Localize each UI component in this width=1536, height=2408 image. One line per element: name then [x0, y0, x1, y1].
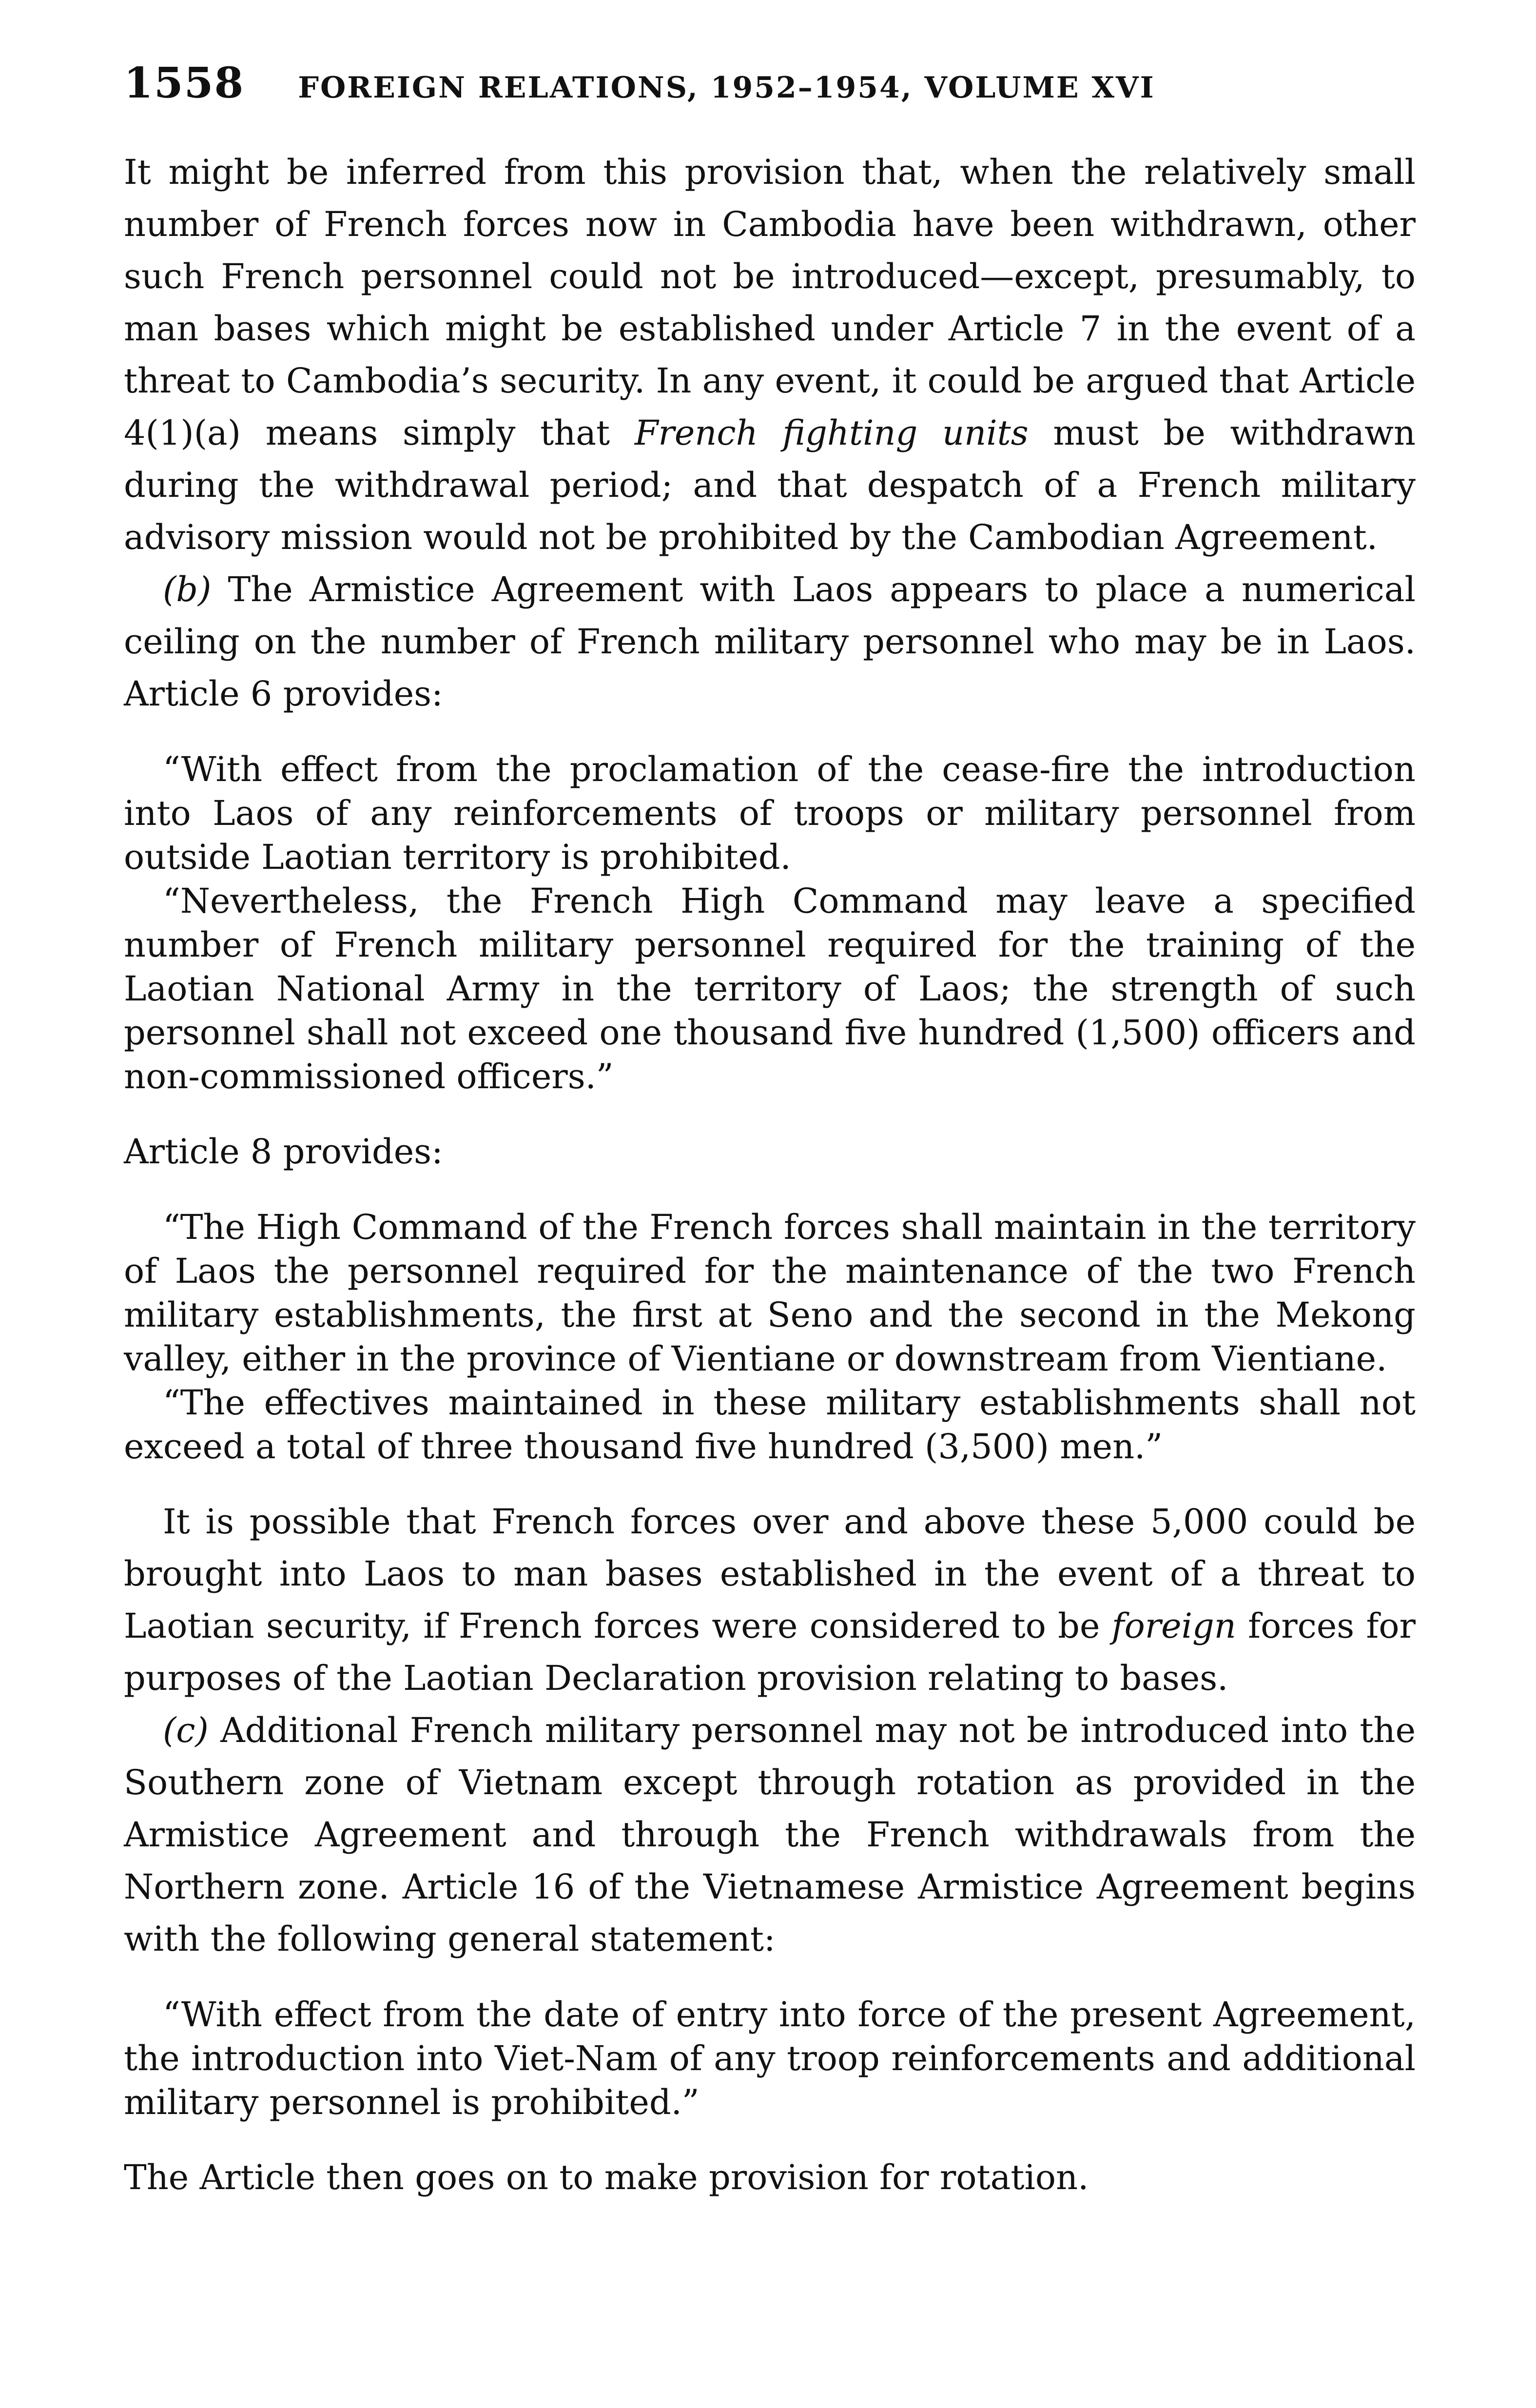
paragraph-text: must be withdrawn during the withdrawal period; and that despatch of a French military advisory mission would not be prohibited by the Cambodian Agreement.: [124, 413, 1416, 557]
item-label: (c): [163, 1710, 209, 1750]
article-8-lead: Article 8 provides:: [124, 1132, 443, 1172]
paragraph-text: Additional French military personnel may not be introduced into the Southern zone of Vietnam except through rotation as provided in the Armistice Agreement and through the French withdrawals from the Northern zone. Article 16 of the Vietnamese Armistice Agreement begins with the following general statement:: [124, 1710, 1416, 1959]
running-title: FOREIGN RELATIONS, 1952–1954, VOLUME XVI: [298, 71, 1155, 105]
closing-paragraph: The Article then goes on to make provision for rotation.: [124, 2157, 1089, 2197]
quote-block-article-16: [124, 1993, 1416, 2124]
item-label: (b): [163, 569, 212, 609]
quote-paragraph: “The effectives maintained in these military establishments shall not exceed a total of three thousand five hundred (3,500) men.”: [124, 1383, 1416, 1467]
quote-block-article-8: [124, 1205, 1416, 1468]
paragraph-vietnam: [124, 1704, 1416, 1965]
document-page: [124, 59, 1416, 2204]
paragraph-possible: [124, 1496, 1416, 1704]
emphasis-text: foreign: [1111, 1606, 1236, 1646]
page-number: 1558: [124, 59, 245, 108]
paragraph-laos: [124, 564, 1416, 720]
paragraph-text: forces for purposes of the Laotian Declaration provision relating to bases.: [124, 1606, 1416, 1698]
paragraph-cambodia: [124, 146, 1416, 564]
quote-paragraph: “With effect from the date of entry into force of the present Agreement, the introduction into Viet-Nam of any troop reinforcements and additional military personnel is prohibited.”: [124, 1995, 1416, 2122]
quote-paragraph: “With effect from the proclamation of the cease-fire the introduction into Laos of any reinforcements of troops or military personnel from outside Laotian territory is prohibited.: [124, 749, 1416, 877]
paragraph-text: The Armistice Agreement with Laos appears to place a numerical ceiling on the number of French military personnel who may be in Laos. Article 6 provides:: [124, 569, 1416, 714]
running-head: [124, 59, 1416, 127]
emphasis-text: French fighting units: [634, 413, 1029, 453]
quote-block-article-6: [124, 747, 1416, 1098]
paragraph-text: It might be inferred from this provision that, when the relatively small number of French forces now in Cambodia have been withdrawn, other such French personnel could not be introduced—except, presumably, to man bases which might be established under Article 7 in the event of a threat to Cambodia’s security. In any event, it could be argued that Article 4(1)(a) means simply that: [124, 152, 1416, 453]
quote-paragraph: “Nevertheless, the French High Command may leave a specified number of French military personnel required for the training of the Laotian National Army in the territory of Laos; the strength of such personnel shall not exceed one thousand five hundred (1,500) officers and non-commissioned officers.”: [124, 881, 1416, 1096]
quote-paragraph: “The High Command of the French forces shall maintain in the territory of Laos the personnel required for the maintenance of the two French military establishments, the first at Seno and the second in the Mekong valley, either in the province of Vientiane or downstream from Vientiane.: [124, 1207, 1416, 1379]
paragraph-text: It is possible that French forces over and above these 5,000 could be brought into Laos to man bases established in the event of a threat to Laotian security, if French forces were considered to be: [124, 1502, 1416, 1646]
